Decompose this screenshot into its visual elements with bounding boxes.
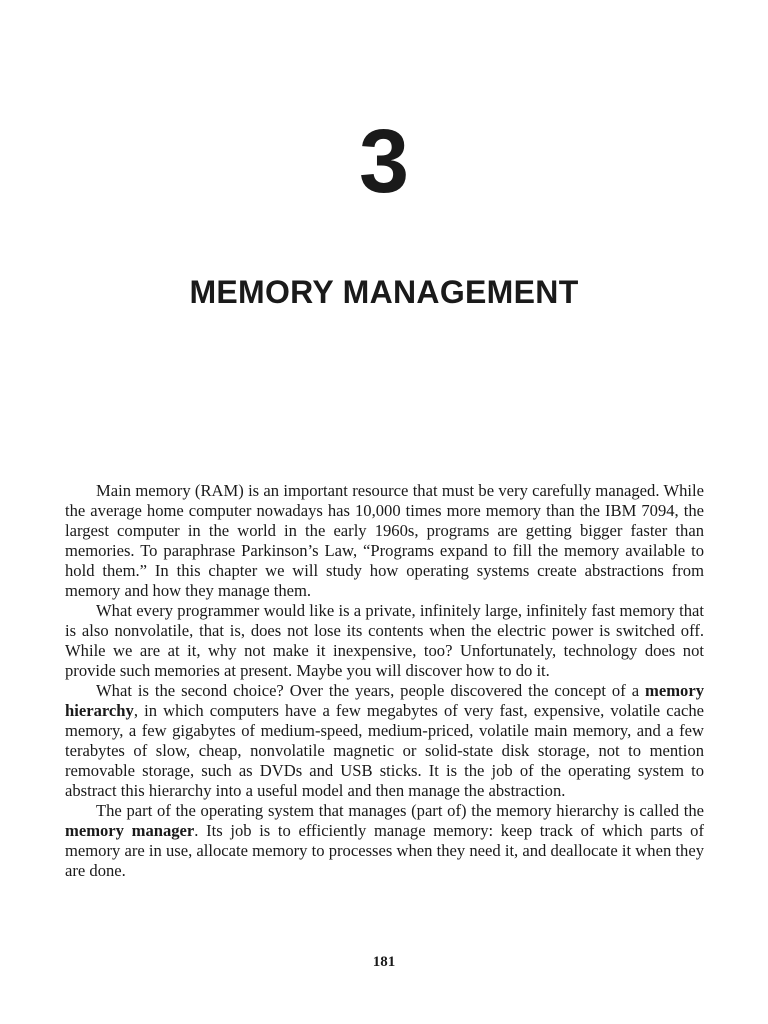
- chapter-title: MEMORY MANAGEMENT: [189, 274, 579, 310]
- paragraph-text: , in which computers have a few megabytes of very fast, expensive, volatile cache memory, a few gigabytes of medium-speed, medium-priced, volatile main memory, and a few terabytes of slow, cheap, nonvolatile magnetic or solid-state disk storage, not to mention removable storage, such as DVDs and USB sticks. It is the job of the operating system to abstract this hierarchy into a useful model and then manage the abstraction.: [65, 701, 704, 800]
- page-number: 181: [372, 954, 396, 970]
- paragraph-text: . Its job is to efficiently manage memory: keep track of which parts of memory are in use, allocate memory to processes when they need it, and deallocate it when they are done.: [65, 821, 704, 880]
- chapter-body: [65, 481, 704, 881]
- chapter-number: 3: [358, 112, 410, 212]
- paragraph-intro: Main memory (RAM) is an important resource that must be very carefully managed. While the average home computer nowadays has 10,000 times more memory than the IBM 7094, the largest computer in the world in the early 1960s, programs are getting bigger faster than memories. To paraphrase Parkinson’s Law, “Programs expand to fill the memory available to hold them.” In this chapter we will study how operating systems create abstractions from memory and how they manage them.: [65, 481, 704, 600]
- paragraph-ideal-memory: What every programmer would like is a private, infinitely large, infinitely fast memory that is also nonvolatile, that is, does not lose its contents when the electric power is switched off. While we are at it, why not make it inexpensive, too? Unfortunately, technology does not provide such memories at present. Maybe you will discover how to do it.: [65, 601, 704, 680]
- term-memory-manager: memory manager: [65, 821, 195, 840]
- paragraph-text: The part of the operating system that manages (part of) the memory hierarchy is called the: [96, 801, 704, 820]
- term-memory-hierarchy: memory hierarchy: [65, 681, 704, 720]
- paragraph-memory-manager: [65, 801, 704, 881]
- paragraph-memory-hierarchy: [65, 681, 704, 801]
- paragraph-text: What is the second choice? Over the years, people discovered the concept of a: [96, 681, 646, 700]
